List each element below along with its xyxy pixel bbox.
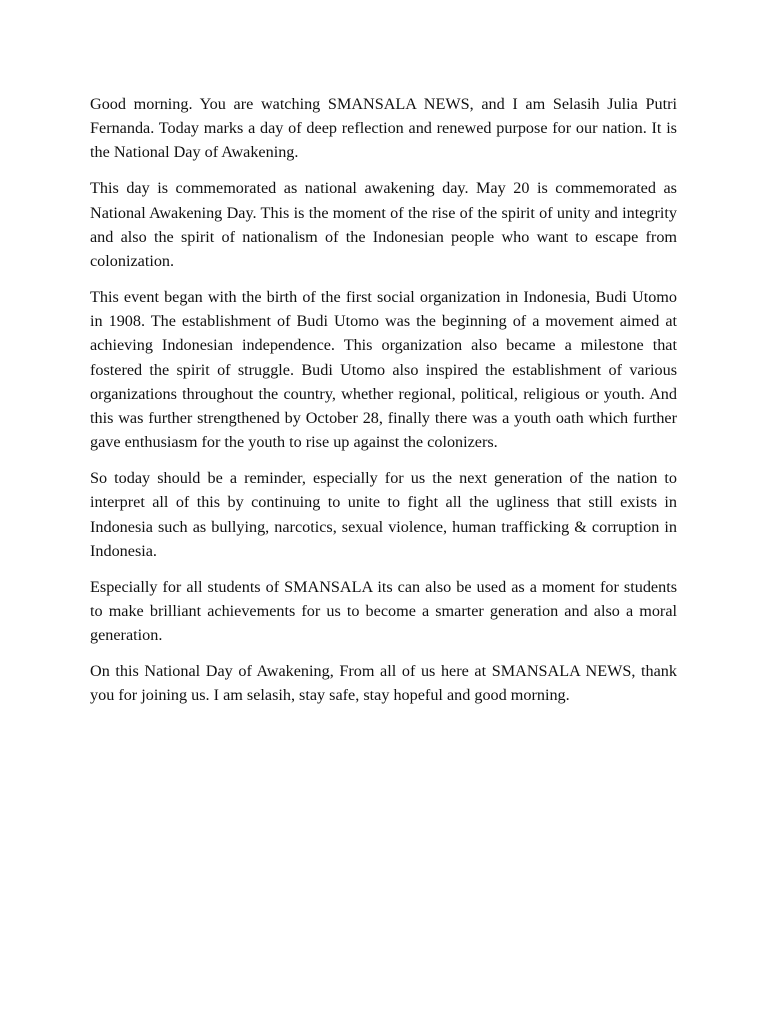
paragraph-reminder: So today should be a reminder, especially for us the next generation of the nation to interpret all of this by continuing to unite to fight all the ugliness that still exists in Indonesia such as bullying, narcotics, sexual violence, human trafficking & corruption in Indonesia.	[90, 469, 677, 560]
document-body	[90, 92, 677, 719]
paragraph-commemoration: This day is commemorated as national awakening day. May 20 is commemorated as National Awakening Day. This is the moment of the rise of the spirit of unity and integrity and also the spirit of nationalism of the Indonesian people who want to escape from colonization.	[90, 179, 677, 271]
paragraph-closing: On this National Day of Awakening, From all of us here at SMANSALA NEWS, thank you for joining us. I am selasih, stay safe, stay hopeful and good morning.	[90, 662, 677, 705]
paragraph-greeting: Good morning. You are watching SMANSALA NEWS, and I am Selasih Julia Putri Fernanda. Today marks a day of deep reflection and renewed purpose for our nation. It is the National Day of Awakening.	[90, 95, 677, 162]
paragraph-budi-utomo: This event began with the birth of the first social organization in Indonesia, Budi Utomo in 1908. The establishment of Budi Utomo was the beginning of a movement aimed at achieving Indonesian independence. This organization also became a milestone that fostered the spirit of struggle. Budi Utomo also inspired the establishment of various organizations throughout the country, whether regional, political, religious or youth. And this was further strengthened by October 28, finally there was a youth oath which further gave enthusiasm for the youth to rise up against the colonizers.	[90, 288, 677, 452]
paragraph-students: Especially for all students of SMANSALA its can also be used as a moment for students to make brilliant achievements for us to become a smarter generation and also a moral generation.	[90, 577, 677, 645]
